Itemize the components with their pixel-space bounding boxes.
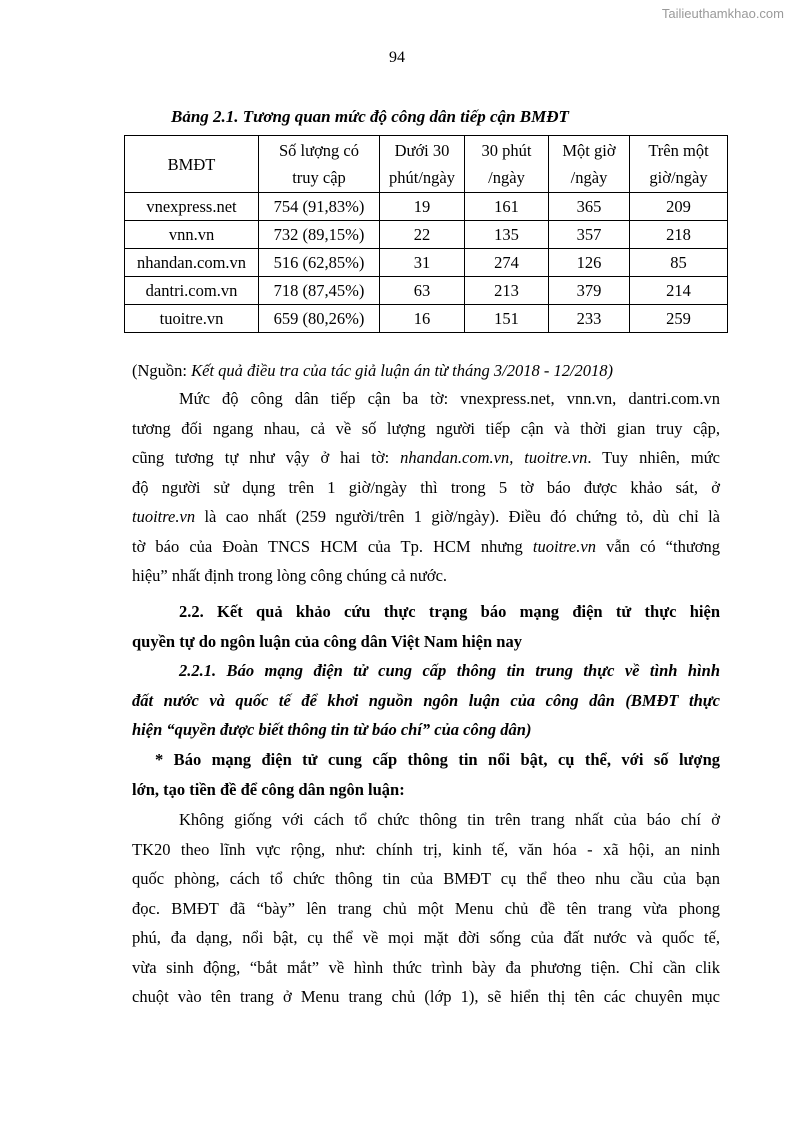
header-cell: Một giờ /ngày — [549, 136, 630, 193]
header-cell: BMĐT — [125, 136, 259, 193]
table-cell: 732 (89,15%) — [259, 221, 380, 249]
table-cell: 357 — [549, 221, 630, 249]
table-cell: 19 — [380, 193, 465, 221]
section-heading-2-2: 2.2. Kết quả khảo cứu thực trạng báo mạng điện tử thực hiện quyền tự do ngôn luận của công dân Việt Nam hiện nay — [132, 602, 720, 651]
table-row — [125, 193, 728, 221]
table-cell: 718 (87,45%) — [259, 277, 380, 305]
table-cell: 379 — [549, 277, 630, 305]
table-cell: 161 — [465, 193, 549, 221]
section-heading-2-2-1: 2.2.1. Báo mạng điện tử cung cấp thông tin trung thực về tình hình đất nước và quốc tế để khơi nguồn ngôn luận của công dân (BMĐT thực hiện “quyền được biết thông tin từ báo chí” của công dân) — [132, 661, 720, 739]
table-cell: 22 — [380, 221, 465, 249]
table-cell: 365 — [549, 193, 630, 221]
access-table — [124, 135, 728, 333]
page-number: 94 — [389, 49, 405, 66]
table-row — [125, 221, 728, 249]
table-row — [125, 249, 728, 277]
table-cell: nhandan.com.vn — [125, 249, 259, 277]
table-cell: 31 — [380, 249, 465, 277]
table-cell: 85 — [630, 249, 728, 277]
header-cell: Trên một giờ/ngày — [630, 136, 728, 193]
table-cell: 151 — [465, 305, 549, 333]
paragraph-access-summary: Mức độ công dân tiếp cận ba tờ: vnexpress.net, vnn.vn, dantri.com.vn tương đối ngang nhau, cả về số lượng người tiếp cận và thời gian truy cập, cũng tương tự như vậy ở hai tờ: nhandan.com.vn, tuoitre.vn. Tuy nhiên, mức độ người sử dụng trên 1 giờ/ngày thì trong 5 tờ báo được khảo sát, ở tuoitre.vn là cao nhất (259 người/trên 1 giờ/ngày). Điều đó chứng tỏ, dù chỉ là tờ báo của Đoàn TNCS HCM của Tp. HCM nhưng tuoitre.vn vẫn có “thương hiệu” nhất định trong lòng công chúng cả nước. — [132, 389, 721, 585]
table-cell: 516 (62,85%) — [259, 249, 380, 277]
source-note: (Nguồn: Kết quả điều tra của tác giả luận án từ tháng 3/2018 - 12/2018) — [132, 361, 614, 380]
table-cell: 218 — [630, 221, 728, 249]
table-cell: 126 — [549, 249, 630, 277]
table-cell: 213 — [465, 277, 549, 305]
table-cell: 233 — [549, 305, 630, 333]
table-cell: vnn.vn — [125, 221, 259, 249]
header-cell: 30 phút /ngày — [465, 136, 549, 193]
table-cell: 754 (91,83%) — [259, 193, 380, 221]
table-caption: Bảng 2.1. Tương quan mức độ công dân tiếp cận BMĐT — [171, 107, 569, 126]
watermark: Tailieuthamkhao.com — [661, 6, 784, 21]
table-header-row — [125, 136, 728, 193]
table-cell: 209 — [630, 193, 728, 221]
bullet-heading: * Báo mạng điện tử cung cấp thông tin nổi bật, cụ thể, với số lượng lớn, tạo tiền đề để công dân ngôn luận: — [132, 750, 720, 799]
table-cell: 274 — [465, 249, 549, 277]
header-cell: Dưới 30 phút/ngày — [380, 136, 465, 193]
table-row — [125, 305, 728, 333]
table-cell: 214 — [630, 277, 728, 305]
table-cell: 659 (80,26%) — [259, 305, 380, 333]
table-cell: 135 — [465, 221, 549, 249]
table-cell: vnexpress.net — [125, 193, 259, 221]
table-cell: 16 — [380, 305, 465, 333]
table-cell: 63 — [380, 277, 465, 305]
header-cell: Số lượng có truy cập — [259, 136, 380, 193]
table-cell: dantri.com.vn — [125, 277, 259, 305]
table-cell: tuoitre.vn — [125, 305, 259, 333]
paragraph-menu-organization: Không giống với cách tổ chức thông tin trên trang nhất của báo chí ở TK20 theo lĩnh vực rộng, như: chính trị, kinh tế, văn hóa - xã hội, an ninh quốc phòng, cách tổ chức thông tin của BMĐT cụ thể theo nhu cầu của bạn đọc. BMĐT đã “bày” lên trang chủ một Menu chủ đề tên trang vừa phong phú, đa dạng, nổi bật, cụ thể về mọi mặt đời sống của đất nước và quốc tế, vừa sinh động, “bắt mắt” về hình thức trình bày đa phương tiện. Chỉ cần clik chuột vào tên trang ở Menu trang chủ (lớp 1), sẽ hiển thị tên các chuyên mục — [132, 810, 720, 1006]
table-row — [125, 277, 728, 305]
table-cell: 259 — [630, 305, 728, 333]
